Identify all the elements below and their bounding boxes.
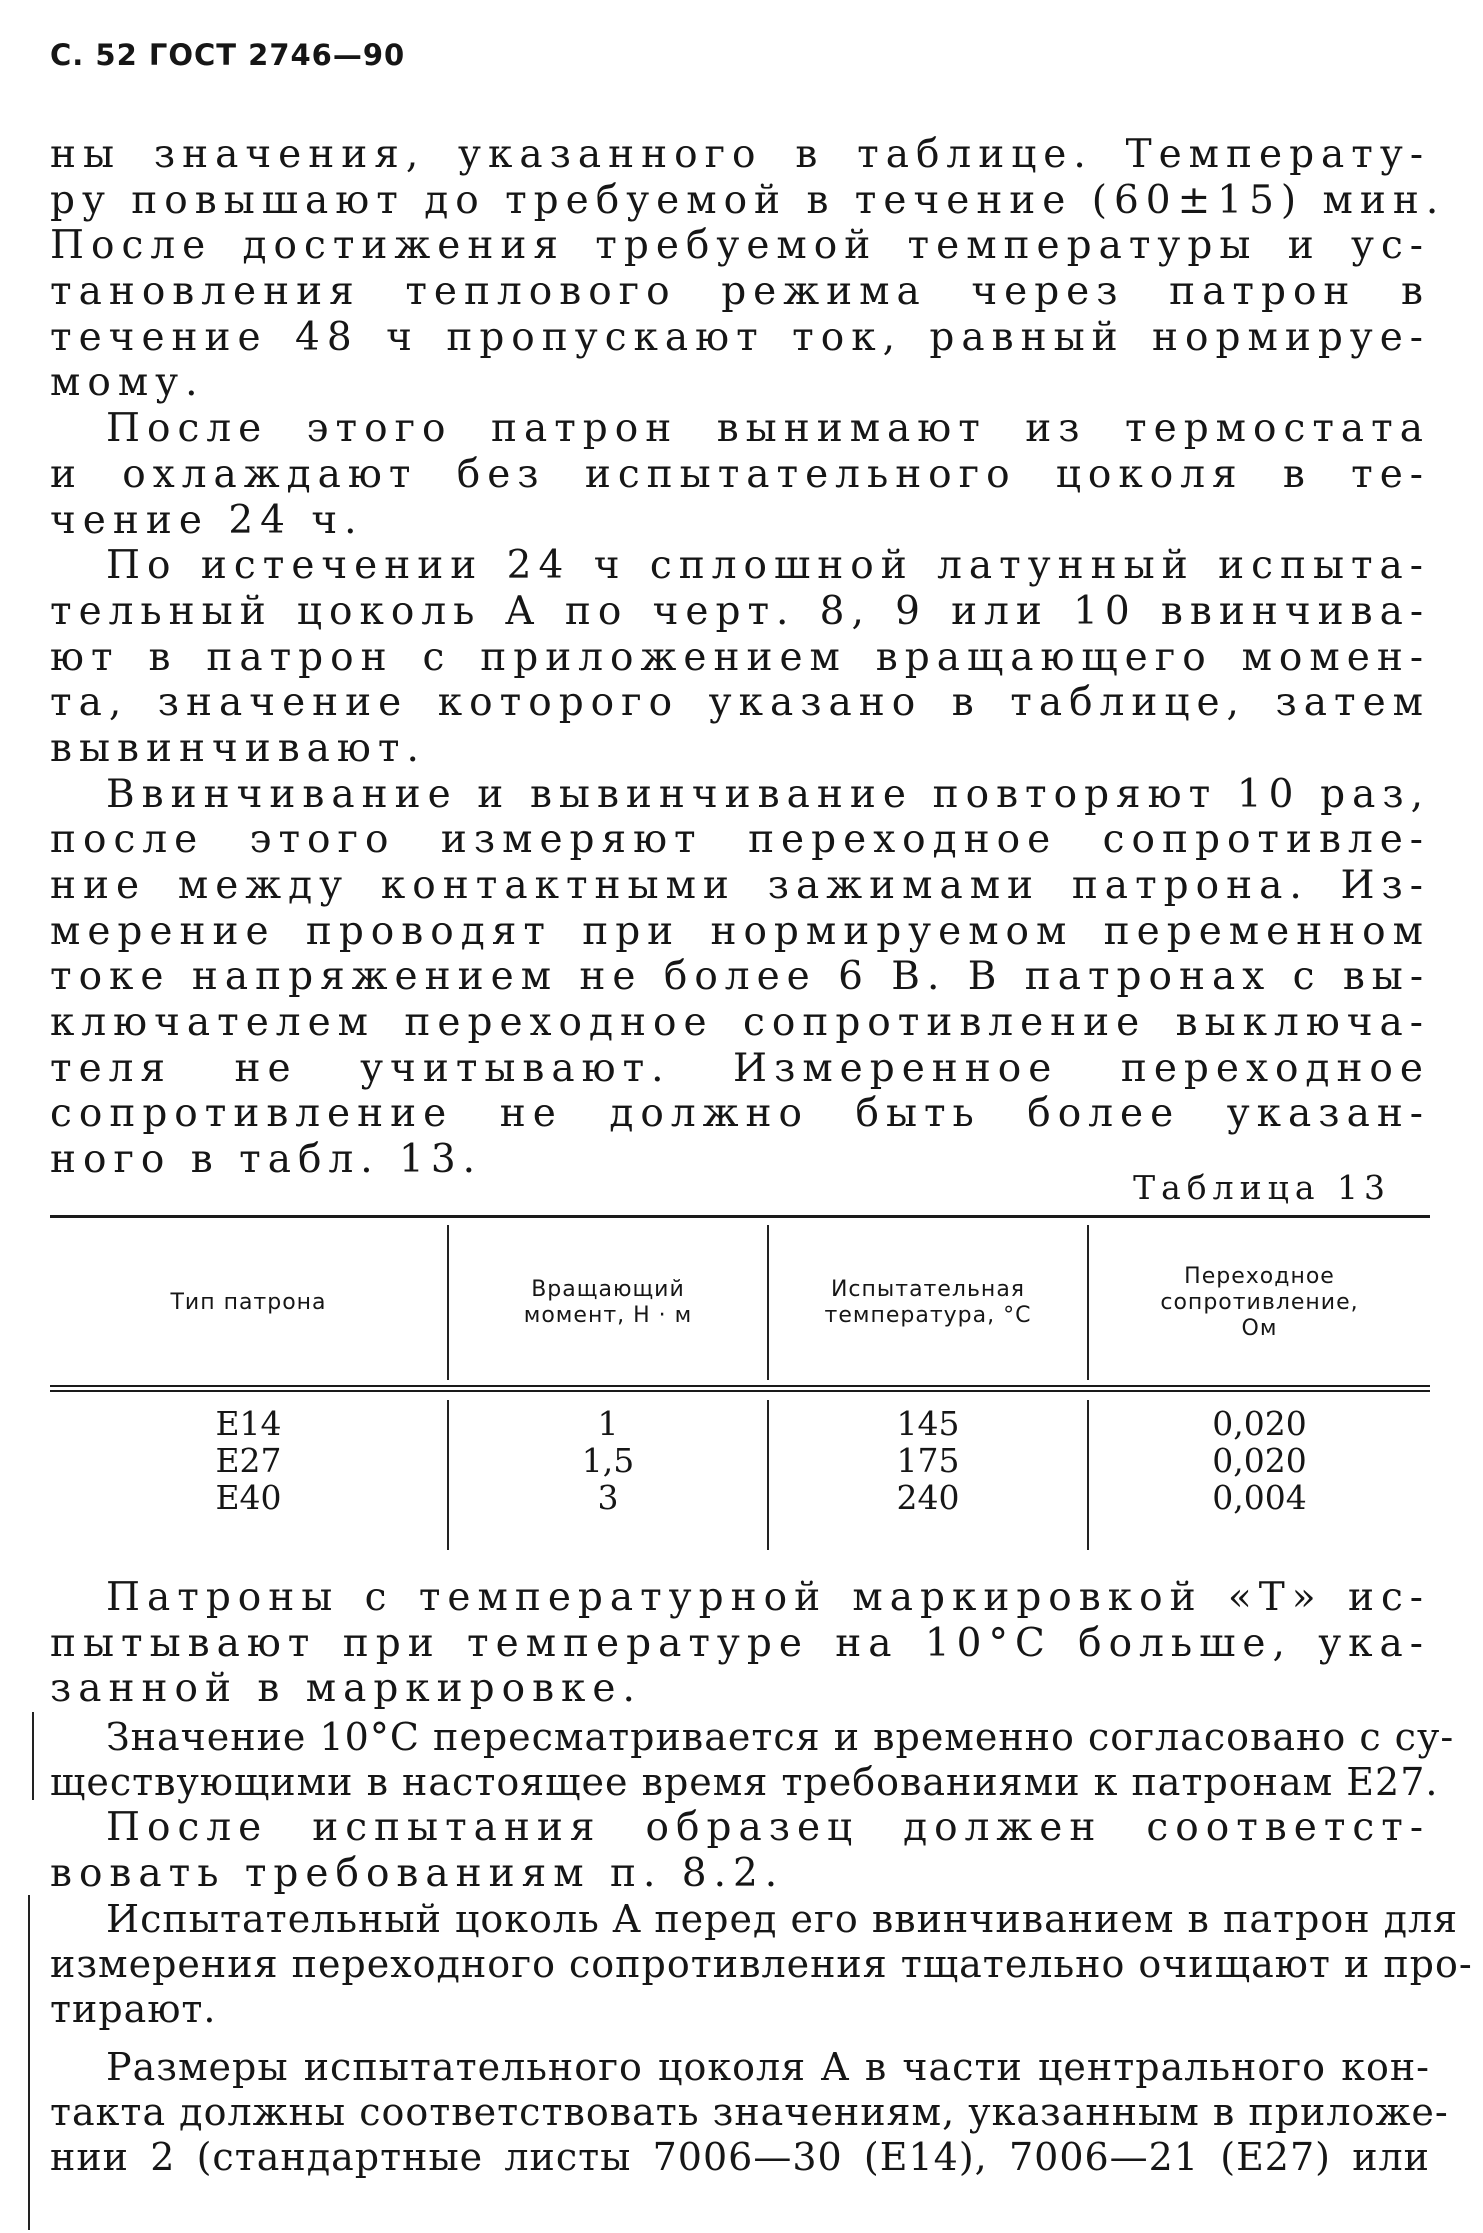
text-line: течение 48 ч пропускают ток, равный нормируе-	[50, 314, 1430, 360]
body-text-top	[50, 132, 1446, 1183]
body-text-marking	[50, 1575, 1430, 1712]
header-cell-contact-resistance	[1089, 1225, 1430, 1380]
text-line: чение 24 ч.	[50, 497, 364, 543]
text-line: мерение проводят при нормируемом переменном	[50, 908, 1430, 954]
revision-margin-mark	[28, 1895, 30, 2230]
text-line: Размеры испытательного цоколя A в части центрального кон-	[106, 2045, 1430, 2089]
revision-margin-mark	[32, 1712, 34, 1800]
text-line: мому.	[50, 360, 205, 406]
table-header-rule	[50, 1385, 1430, 1387]
text-line: измерения переходного сопротивления тщательно очищают и про-	[50, 1942, 1473, 1986]
text-line: ществующими в настоящее время требованиями к патронам E27.	[50, 1760, 1439, 1804]
text-line: Испытательный цоколь A перед его ввинчиванием в патрон для	[106, 1897, 1459, 1941]
header-text: Испытательная	[830, 1276, 1026, 1302]
body-text-compliance	[50, 1805, 1430, 1896]
header-text: Ом	[1241, 1315, 1278, 1341]
body-text-test-cap	[50, 1897, 1473, 2180]
table-13	[50, 1215, 1430, 1553]
table-cell: 3	[597, 1478, 619, 1517]
text-line: и охлаждают без испытательного цоколя в те-	[50, 451, 1430, 497]
text-line: та, значение которого указано в таблице, затем	[50, 680, 1430, 726]
text-line: ны значения, указанного в таблице. Температу-	[50, 132, 1430, 177]
header-cell-socket-type	[50, 1225, 447, 1380]
text-line: занной в маркировке.	[50, 1666, 642, 1712]
page-header: С. 52 ГОСТ 2746—90	[50, 38, 406, 72]
column-socket-type	[50, 1405, 447, 1516]
text-line: ют в патрон с приложением вращающего момен-	[50, 634, 1430, 680]
table-cell: 0,004	[1212, 1478, 1307, 1517]
text-line: сопротивление не должно быть более указан-	[50, 1091, 1430, 1137]
text-line: ного в табл. 13.	[50, 1137, 483, 1183]
table-cell: 175	[896, 1441, 960, 1480]
body-text-revision-note	[50, 1715, 1455, 1805]
text-line: ру повышают до требуемой в течение (60±15) мин.	[50, 177, 1446, 223]
text-line: такта должны соответствовать значениям, указанным в приложе-	[50, 2090, 1449, 2134]
column-test-temperature	[769, 1405, 1087, 1516]
header-text: Тип патрона	[170, 1289, 327, 1315]
text-line: тирают.	[50, 1987, 217, 2031]
table-cell: E27	[215, 1441, 282, 1480]
table-top-rule	[50, 1215, 1430, 1218]
text-line: Патроны с температурной маркировкой «Т» ис-	[106, 1575, 1430, 1620]
table-cell: 0,020	[1212, 1404, 1307, 1443]
text-line: вывинчивают.	[50, 725, 426, 771]
text-line: пытывают при температуре на 10°С больше, ука-	[50, 1620, 1430, 1666]
text-line: ключателем переходное сопротивление выключа-	[50, 1000, 1430, 1046]
table-cell: 1,5	[581, 1441, 635, 1480]
text-line: После испытания образец должен соответст-	[106, 1805, 1430, 1850]
header-text: температура, °С	[824, 1302, 1032, 1328]
header-text: сопротивление,	[1160, 1289, 1359, 1315]
text-line: тельный цоколь A по черт. 8, 9 или 10 ввинчива-	[50, 588, 1430, 634]
table-caption: Таблица 13	[1133, 1168, 1391, 1207]
text-line: после этого измеряют переходное сопротивле-	[50, 817, 1430, 863]
text-line: теля не учитывают. Измеренное переходное	[50, 1045, 1430, 1091]
table-cell: 145	[896, 1404, 960, 1443]
header-text: момент, Н · м	[523, 1302, 693, 1328]
text-line: Ввинчивание и вывинчивание повторяют 10 раз,	[106, 771, 1430, 817]
text-line: токе напряжением не более 6 В. В патронах с вы-	[50, 954, 1430, 1000]
table-header-rule-double	[50, 1390, 1430, 1392]
text-line: После этого патрон вынимают из термостата	[106, 406, 1430, 452]
text-line: После достижения требуемой температуры и ус-	[50, 223, 1430, 269]
header-cell-test-temperature	[769, 1225, 1087, 1380]
text-line: нии 2 (стандартные листы 7006—30 (E14), 7006—21 (E27) или	[50, 2135, 1430, 2179]
table-cell: 1	[597, 1404, 619, 1443]
column-torque	[449, 1405, 767, 1516]
table-cell: E14	[215, 1404, 282, 1443]
table-cell: 240	[896, 1478, 960, 1517]
header-cell-torque	[449, 1225, 767, 1380]
text-line: вовать требованиям п. 8.2.	[50, 1850, 785, 1896]
text-line: ние между контактными зажимами патрона. Из-	[50, 863, 1430, 908]
table-cell: 0,020	[1212, 1441, 1307, 1480]
text-line: По истечении 24 ч сплошной латунный испыта-	[106, 543, 1430, 589]
column-contact-resistance	[1089, 1405, 1430, 1516]
table-cell: E40	[215, 1478, 282, 1517]
header-text: Вращающий	[531, 1276, 685, 1302]
text-line: Значение 10°С пересматривается и временно согласовано с су-	[106, 1715, 1455, 1759]
text-line: тановления теплового режима через патрон в	[50, 269, 1430, 315]
header-text: Переходное	[1184, 1263, 1335, 1289]
